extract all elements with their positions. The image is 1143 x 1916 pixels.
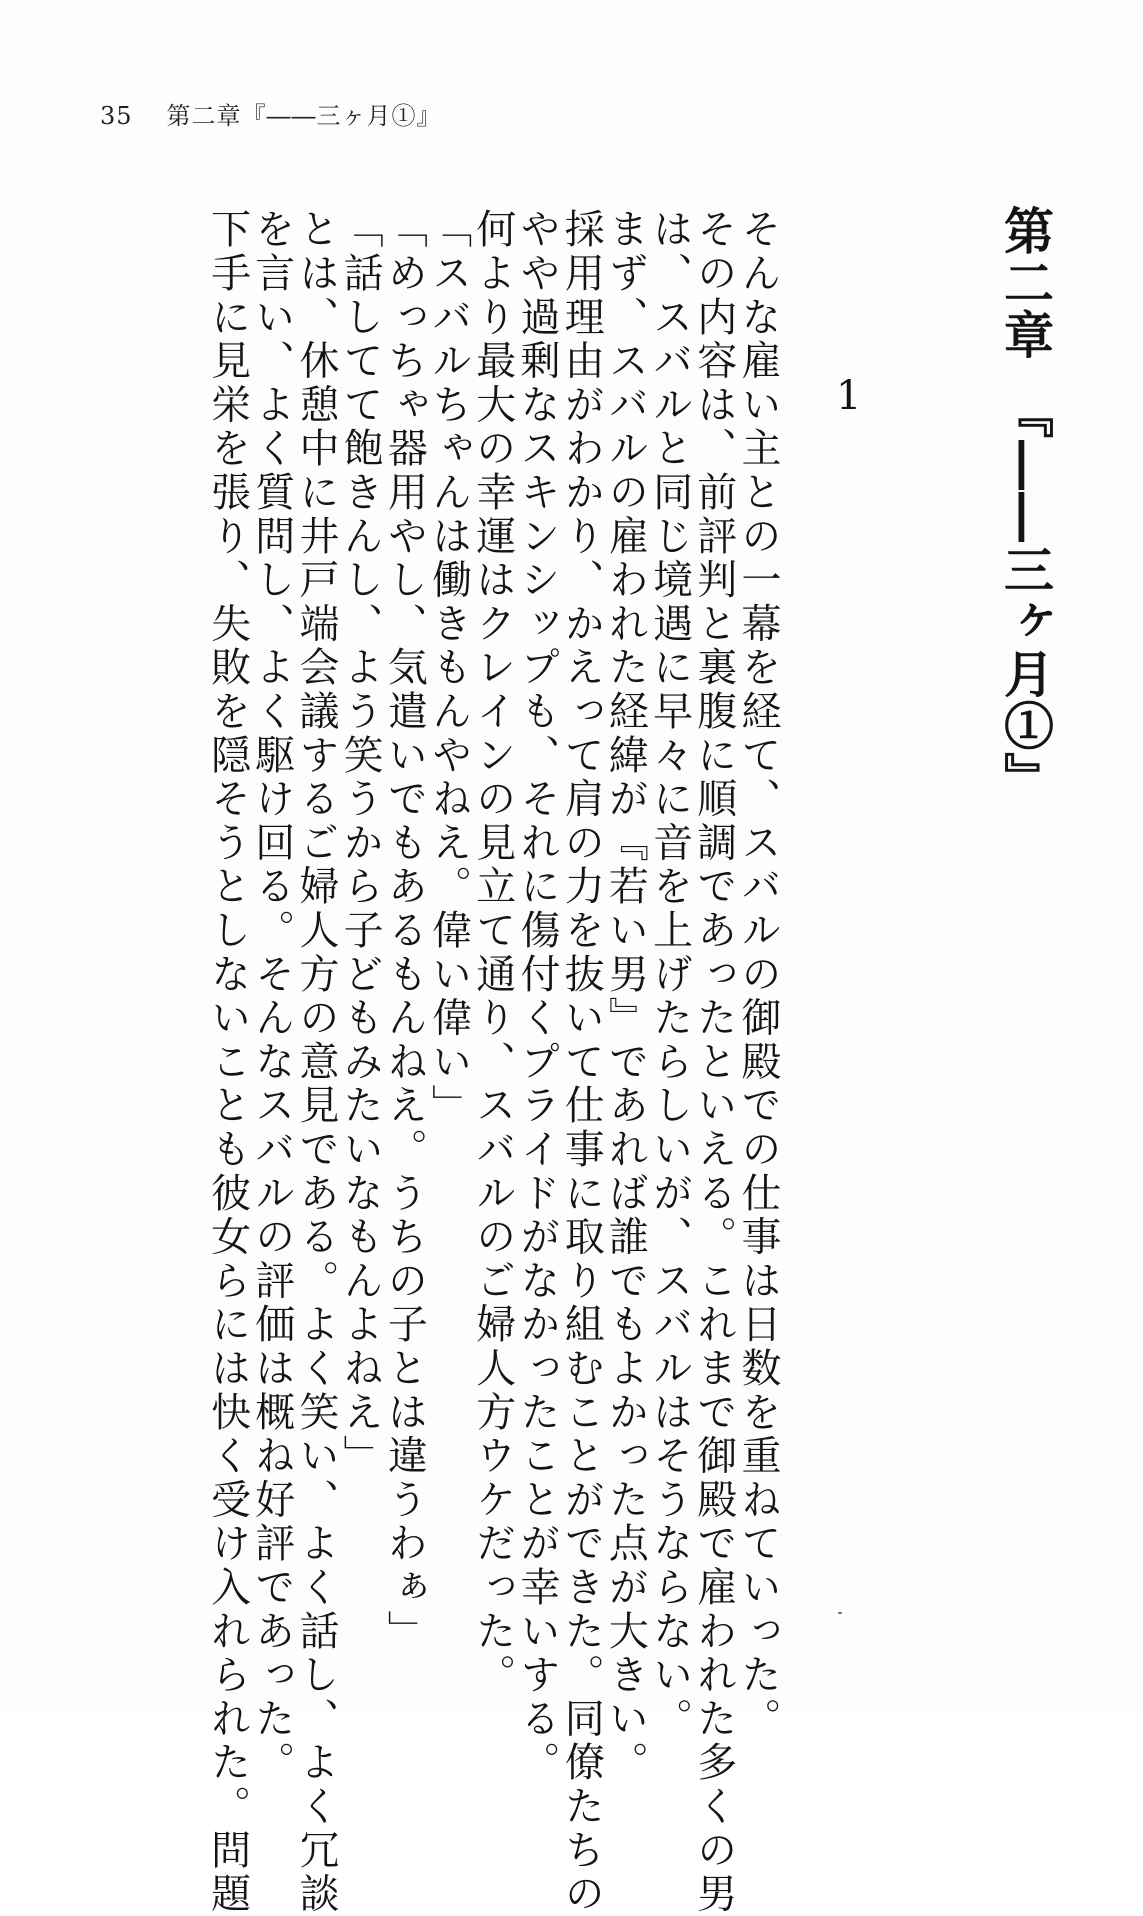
text-line: 「めっちゃ器用やし、気遣いでもあるもんねえ。うちの子とは違うわぁ」 bbox=[381, 208, 428, 1654]
text-line: その内容は、前評判と裏腹に順調であったといえる。これまで御殿で雇われた多くの男 bbox=[690, 208, 737, 1916]
text-line: 「スバルちゃんは働きもんやねえ。偉い偉い」 bbox=[425, 208, 472, 1128]
running-head-chapter: 第二章『――三ヶ月①』 bbox=[166, 102, 442, 130]
text-line: 下手に見栄を張り、失敗を隠そうとしないことも彼女らには快く受け入れられた。問題 bbox=[204, 208, 251, 1916]
section-number: 1 bbox=[836, 373, 862, 419]
chapter-title: 第二章 『――三ヶ月①』 bbox=[996, 205, 1055, 804]
text-line: 何より最大の幸運はクレインの見立て通り、スバルのご婦人方ウケだった。 bbox=[469, 208, 516, 1698]
text-line: まず、スバルの雇われた経緯が『若い男』であれば誰でもよかった点が大きい。 bbox=[602, 208, 649, 1785]
text-line: やや過剰なスキンシップも、それに傷付くプライドがなかったことが幸いする。 bbox=[513, 208, 560, 1785]
text-line: そんな雇い主との一幕を経て、スバルの御殿での仕事は日数を重ねていった。 bbox=[735, 208, 781, 1741]
text-line: は、スバルと同じ境遇に早々に音を上げたらしいが、スバルはそうならない。 bbox=[646, 208, 693, 1741]
text-line: 採用理由がわかり、かえって肩の力を抜いて仕事に取り組むことができた。同僚たちの bbox=[558, 208, 605, 1916]
text-line: 「話してて飽きんし、よう笑うから子どもみたいなもんよねえ」 bbox=[337, 208, 384, 1479]
body-text bbox=[112, 208, 781, 1916]
text-line: を言い、よく質問し、よく駆け回る。そんなスバルの評価は概ね好評であった。 bbox=[248, 208, 295, 1785]
running-head bbox=[100, 96, 442, 131]
text-line: とは、休憩中に井戸端会議するご婦人方の意見である。よく笑い、よく話し、よく冗談 bbox=[292, 208, 339, 1916]
scan-mark bbox=[838, 1612, 842, 1614]
page-number: 35 bbox=[100, 102, 133, 130]
